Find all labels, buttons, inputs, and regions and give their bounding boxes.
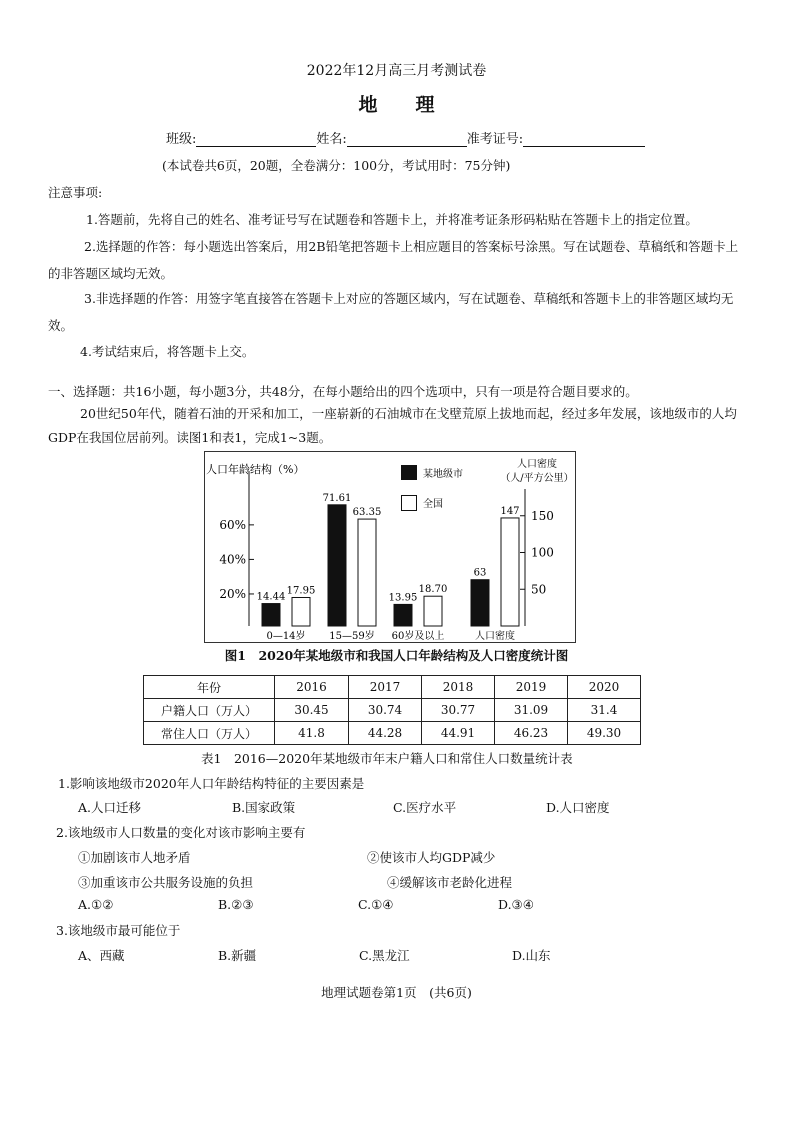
notice-item-4: 4.考试结束后，将答题卡上交。: [80, 344, 255, 359]
q2-statement-1: ①加剧该市人地矛盾: [78, 850, 191, 865]
table-cell: 30.74: [349, 699, 422, 722]
right-tick-label: 100: [531, 545, 554, 560]
bar-value-label: 63: [473, 567, 487, 579]
section-intro: 20世纪50年代，随着石油的开采和加工，一座崭新的石油城市在戈壁荒原上拔地而起，经过多年发展，该地级市的人均GDP在我国位居前列。读图1和表1，完成1~3题。: [48, 406, 737, 445]
table-header-cell: 2019: [495, 676, 568, 699]
table-header-cell: 年份: [144, 676, 275, 699]
right-tick-label: 150: [531, 508, 554, 523]
name-field[interactable]: [347, 146, 467, 147]
student-info-row: [166, 128, 645, 147]
exam-info: (本试卷共6页，20题，全卷满分：100分，考试用时：75分钟): [162, 158, 511, 173]
question-2-stem: 2.该地级市人口数量的变化对该市影响主要有: [56, 825, 306, 840]
table-cell: 49.30: [568, 722, 641, 745]
chart-caption: 图1 2020年某地级市和我国人口年龄结构及人口密度统计图: [224, 648, 569, 663]
exam-title: 2022年12月高三月考测试卷: [306, 63, 487, 79]
category-label: 15—59岁: [329, 631, 375, 642]
bar-national: [292, 597, 310, 626]
q2-option-d[interactable]: D.③④: [498, 897, 534, 912]
left-axis-label: 人口年龄结构（%）: [206, 463, 305, 476]
q2-option-a[interactable]: A.①②: [78, 897, 114, 912]
q2-statement-3: ③加重该市公共服务设施的负担: [78, 875, 254, 890]
q3-option-d[interactable]: D.山东: [512, 948, 551, 963]
category-label: 人口密度: [475, 631, 515, 642]
class-field[interactable]: [196, 146, 316, 147]
right-axis-label-2: （人/平方公里）: [500, 473, 574, 484]
q2-option-b[interactable]: B.②③: [218, 897, 254, 912]
bar-value-label: 18.70: [418, 584, 448, 596]
left-tick-label: 60%: [219, 517, 246, 532]
legend-label-national: 全国: [423, 499, 443, 510]
table-cell: 31.4: [568, 699, 641, 722]
section-heading: 一、选择题：共16小题，每小题3分，共48分，在每小题给出的四个选项中，只有一项是符合题目要求的。: [48, 384, 638, 399]
table-row: [144, 699, 641, 722]
q3-option-b[interactable]: B.新疆: [218, 948, 257, 963]
table-cell: 46.23: [495, 722, 568, 745]
table-cell: 30.77: [422, 699, 495, 722]
table-cell: 41.8: [275, 722, 349, 745]
table-cell: 44.28: [349, 722, 422, 745]
table-cell: 常住人口（万人）: [144, 722, 275, 745]
bar-value-label: 147: [500, 505, 520, 517]
table-header-row: [144, 676, 641, 699]
q2-statement-2: ②使该市人均GDP减少: [367, 850, 496, 865]
bar-value-label: 63.35: [352, 507, 382, 519]
notice-item-1: 1.答题前，先将自己的姓名、准考证号写在试题卷和答题卡上，并将准考证条形码粘贴在答题卡上的指定位置。: [86, 212, 698, 227]
bar-city: [262, 604, 280, 626]
table-header-cell: 2017: [349, 676, 422, 699]
question-1-stem: 1.影响该地级市2020年人口年龄结构特征的主要因素是: [58, 776, 365, 791]
q1-option-a[interactable]: A.人口迁移: [78, 800, 142, 815]
table-caption: 表1 2016—2020年某地级市年末户籍人口和常住人口数量统计表: [201, 751, 573, 766]
table-header-cell: 2016: [275, 676, 349, 699]
question-3-stem: 3.该地级市最可能位于: [56, 923, 181, 938]
subject-title: 地 理: [358, 94, 435, 116]
table-cell: 44.91: [422, 722, 495, 745]
bar-value-label: 13.95: [388, 592, 418, 604]
bar-national: [424, 596, 442, 626]
bar-value-label: 71.61: [322, 492, 352, 504]
legend-label-city: 某地级市: [423, 469, 463, 480]
notice-title: 注意事项:: [48, 185, 103, 200]
notice-item-3: 3.非选择题的作答：用签字笔直接答在答题卡上对应的答题区域内，写在试题卷、草稿纸和答题卡上的非答题区域均无效。: [48, 291, 734, 333]
population-table: [143, 675, 641, 745]
legend-swatch-national: [402, 496, 417, 511]
table-header-cell: 2020: [568, 676, 641, 699]
q3-option-c[interactable]: C.黑龙江: [359, 948, 410, 963]
ticket-label: 准考证号:: [466, 132, 524, 147]
ticket-field[interactable]: [523, 146, 645, 147]
q2-statement-4: ④缓解该市老龄化进程: [387, 875, 513, 890]
bar-city: [471, 580, 489, 626]
bar-city: [394, 604, 412, 626]
bar-value-label: 14.44: [256, 591, 286, 603]
q1-option-b[interactable]: B.国家政策: [232, 800, 296, 815]
q1-option-d[interactable]: D.人口密度: [546, 800, 610, 815]
right-tick-label: 50: [531, 582, 547, 597]
q1-option-c[interactable]: C.医疗水平: [393, 800, 457, 815]
q2-option-c[interactable]: C.①④: [358, 897, 394, 912]
bar-city: [328, 505, 346, 626]
table-cell: 30.45: [275, 699, 349, 722]
table-cell: 31.09: [495, 699, 568, 722]
class-label: 班级:: [166, 132, 197, 147]
q3-option-a[interactable]: A、西藏: [78, 948, 125, 963]
bar-national: [501, 518, 519, 626]
bar-national: [358, 519, 376, 626]
bar-value-label: 17.95: [286, 585, 316, 597]
left-tick-label: 40%: [219, 552, 246, 567]
category-label: 0—14岁: [266, 631, 306, 642]
population-chart: [204, 451, 582, 647]
legend-swatch-city: [401, 465, 417, 480]
table-header-cell: 2018: [422, 676, 495, 699]
table-row: [144, 722, 641, 745]
name-label: 姓名:: [316, 132, 347, 147]
category-label: 60岁及以上: [391, 631, 445, 642]
notice-item-2: 2.选择题的作答：每小题选出答案后，用2B铅笔把答题卡上相应题目的答案标号涂黑。写在试题卷、草稿纸和答题卡上的非答题区域均无效。: [48, 239, 739, 281]
right-axis-label-1: 人口密度: [517, 459, 557, 470]
left-tick-label: 20%: [219, 586, 246, 601]
table-cell: 户籍人口（万人）: [144, 699, 275, 722]
page-footer: 地理试题卷第1页 (共6页): [321, 985, 472, 1000]
